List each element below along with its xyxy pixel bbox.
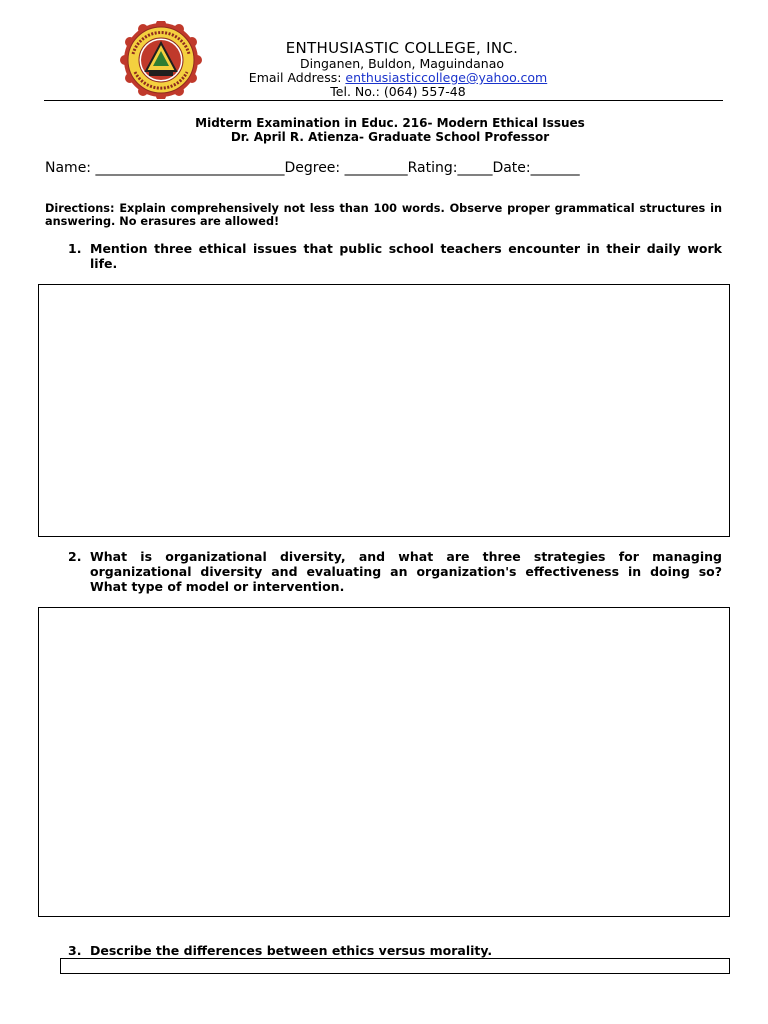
question-text: Describe the differences between ethics versus morality.: [90, 943, 493, 958]
college-name: ENTHUSIASTIC COLLEGE, INC.: [285, 39, 519, 57]
college-telephone: Tel. No.: (064) 557-48: [330, 84, 466, 99]
answer-box-3[interactable]: [60, 958, 730, 974]
header-divider: [44, 100, 723, 101]
question-3: [68, 943, 722, 958]
exam-title: Midterm Examination in Educ. 216- Modern Ethical Issues: [195, 116, 585, 130]
college-email-line: [0, 70, 768, 85]
question-number: 1.: [68, 241, 82, 256]
answer-box-2[interactable]: [38, 607, 730, 917]
email-link[interactable]: enthusiasticcollege@yahoo.com: [345, 70, 548, 85]
email-label: Email Address:: [248, 70, 346, 85]
student-info-line: Name: ___________________________Degree: _________Rating:_____Date:_______: [45, 160, 580, 176]
college-address: Dinganen, Buldon, Maguindanao: [299, 56, 505, 71]
question-text: What is organizational diversity, and what are three strategies for managing organizational diversity and evaluating an organization's effectiveness in doing so? What type of model or intervention.: [90, 549, 722, 594]
question-1: [68, 241, 722, 271]
exam-directions: Directions: Explain comprehensively not less than 100 words. Observe proper grammatical structures in answering. No erasures are allowed!: [45, 202, 722, 228]
question-number: 3.: [68, 943, 82, 958]
exam-professor: Dr. April R. Atienza- Graduate School Professor: [230, 130, 550, 144]
question-2: [68, 549, 722, 594]
question-text: Mention three ethical issues that public school teachers encounter in their daily work life.: [90, 241, 722, 271]
question-number: 2.: [68, 549, 82, 564]
answer-box-1[interactable]: [38, 284, 730, 537]
